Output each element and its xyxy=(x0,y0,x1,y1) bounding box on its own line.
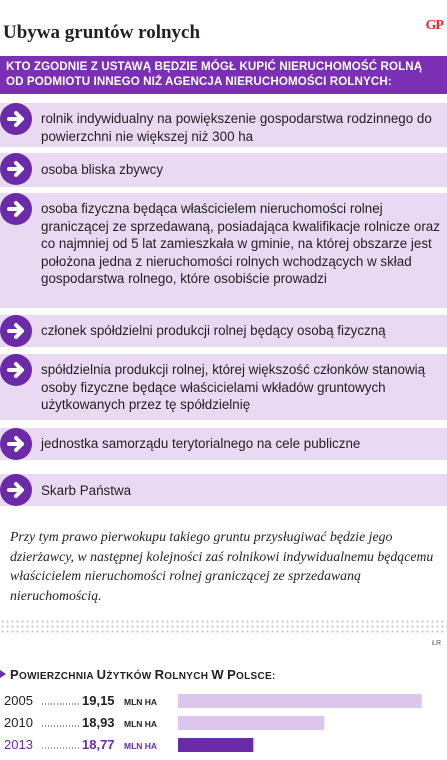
bar-unit-label: MLN HA xyxy=(124,697,158,707)
publisher-logo: GP xyxy=(425,18,443,33)
title-row xyxy=(0,0,447,50)
arrow-right-icon xyxy=(0,428,32,460)
list-item xyxy=(0,103,447,147)
list-item xyxy=(0,428,447,460)
bar xyxy=(178,738,253,752)
bar-category-label: 2013 xyxy=(4,737,33,752)
list-item-text: osoba bliska zbywcy xyxy=(41,162,164,177)
arrow-right-icon xyxy=(0,153,32,185)
triangle-marker-icon xyxy=(0,670,6,678)
list-item xyxy=(0,315,447,347)
list-item-text: członek spółdzielni produkcji rolnej będący osobą fizyczną xyxy=(41,323,386,338)
bar-value-label: 18,93 xyxy=(82,715,115,730)
chart-title xyxy=(0,667,276,682)
bar-value-label: 19,15 xyxy=(82,693,115,708)
bar-unit-label: MLN HA xyxy=(124,741,158,751)
bar-value-label: 18,77 xyxy=(82,737,115,752)
arrow-right-icon xyxy=(0,474,32,506)
pre-emption-note: Przy tym prawo pierwokupu takiego gruntu przysługiwać będzie jego dzierżawcy, w następnej kolejności zaś rolnikowi indywidualnemu będącemu właścicielem nieruchomości rolnej graniczącej ze sprzedawaną nieruchomością. xyxy=(10,529,434,603)
arrow-right-icon xyxy=(0,103,32,135)
author-credit: ŁR xyxy=(432,640,441,647)
arrow-right-icon xyxy=(0,193,32,225)
list-item xyxy=(0,474,447,506)
list-item-text: jednostka samorządu terytorialnego na cele publiczne xyxy=(41,436,361,451)
page-title: Ubywa gruntów rolnych xyxy=(3,22,201,43)
bar-category-label: 2005 xyxy=(4,693,33,708)
list-item-text: rolnik indywidualny na powiększenie gospodarstwa rodzinnego do powierzchni nie większej niż 300 ha xyxy=(41,111,432,144)
list-item xyxy=(0,354,447,420)
list-item xyxy=(0,153,447,187)
arrow-right-icon xyxy=(0,354,32,386)
bar-category-label: 2010 xyxy=(4,715,33,730)
question-header xyxy=(0,56,447,94)
list-item-text: spółdzielnia produkcji rolnej, której większość członków stanowią osoby fizyczne będące właścicielami wkładów gruntowych użytkowanych przez tę spółdzielnię xyxy=(41,362,426,412)
dotted-divider xyxy=(0,619,447,635)
list-item xyxy=(0,193,447,308)
bar xyxy=(178,716,324,730)
list-item-text: Skarb Państwa xyxy=(41,483,132,498)
chart-title-text: POWIERZCHNIA UŻYTKÓW ROLNYCH W POLSCE: xyxy=(10,667,276,682)
list-item-text: osoba fizyczna będąca właścicielem nieruchomości rolnej graniczącej ze sprzedawaną, posiadająca kwalifikacje rolnicze oraz co najmniej od 5 lat zamieszkała w gminie, na której obszarze jest położona jedna z nieruchomości rolnych wchodzących w skład gospodarstwa rolnego, które osobiście prowadzi xyxy=(41,201,440,286)
arrow-right-icon xyxy=(0,315,32,347)
bar-unit-label: MLN HA xyxy=(124,719,158,729)
bar-chart xyxy=(0,690,447,760)
question-text: KTO ZGODNIE Z USTAWĄ BĘDZIE MÓGŁ KUPIĆ NIERUCHOMOŚĆ ROLNĄ OD PODMIOTU INNEGO NIŻ AGENCJA NIERUCHOMOŚCI ROLNYCH: xyxy=(6,60,423,88)
bar xyxy=(178,694,422,708)
